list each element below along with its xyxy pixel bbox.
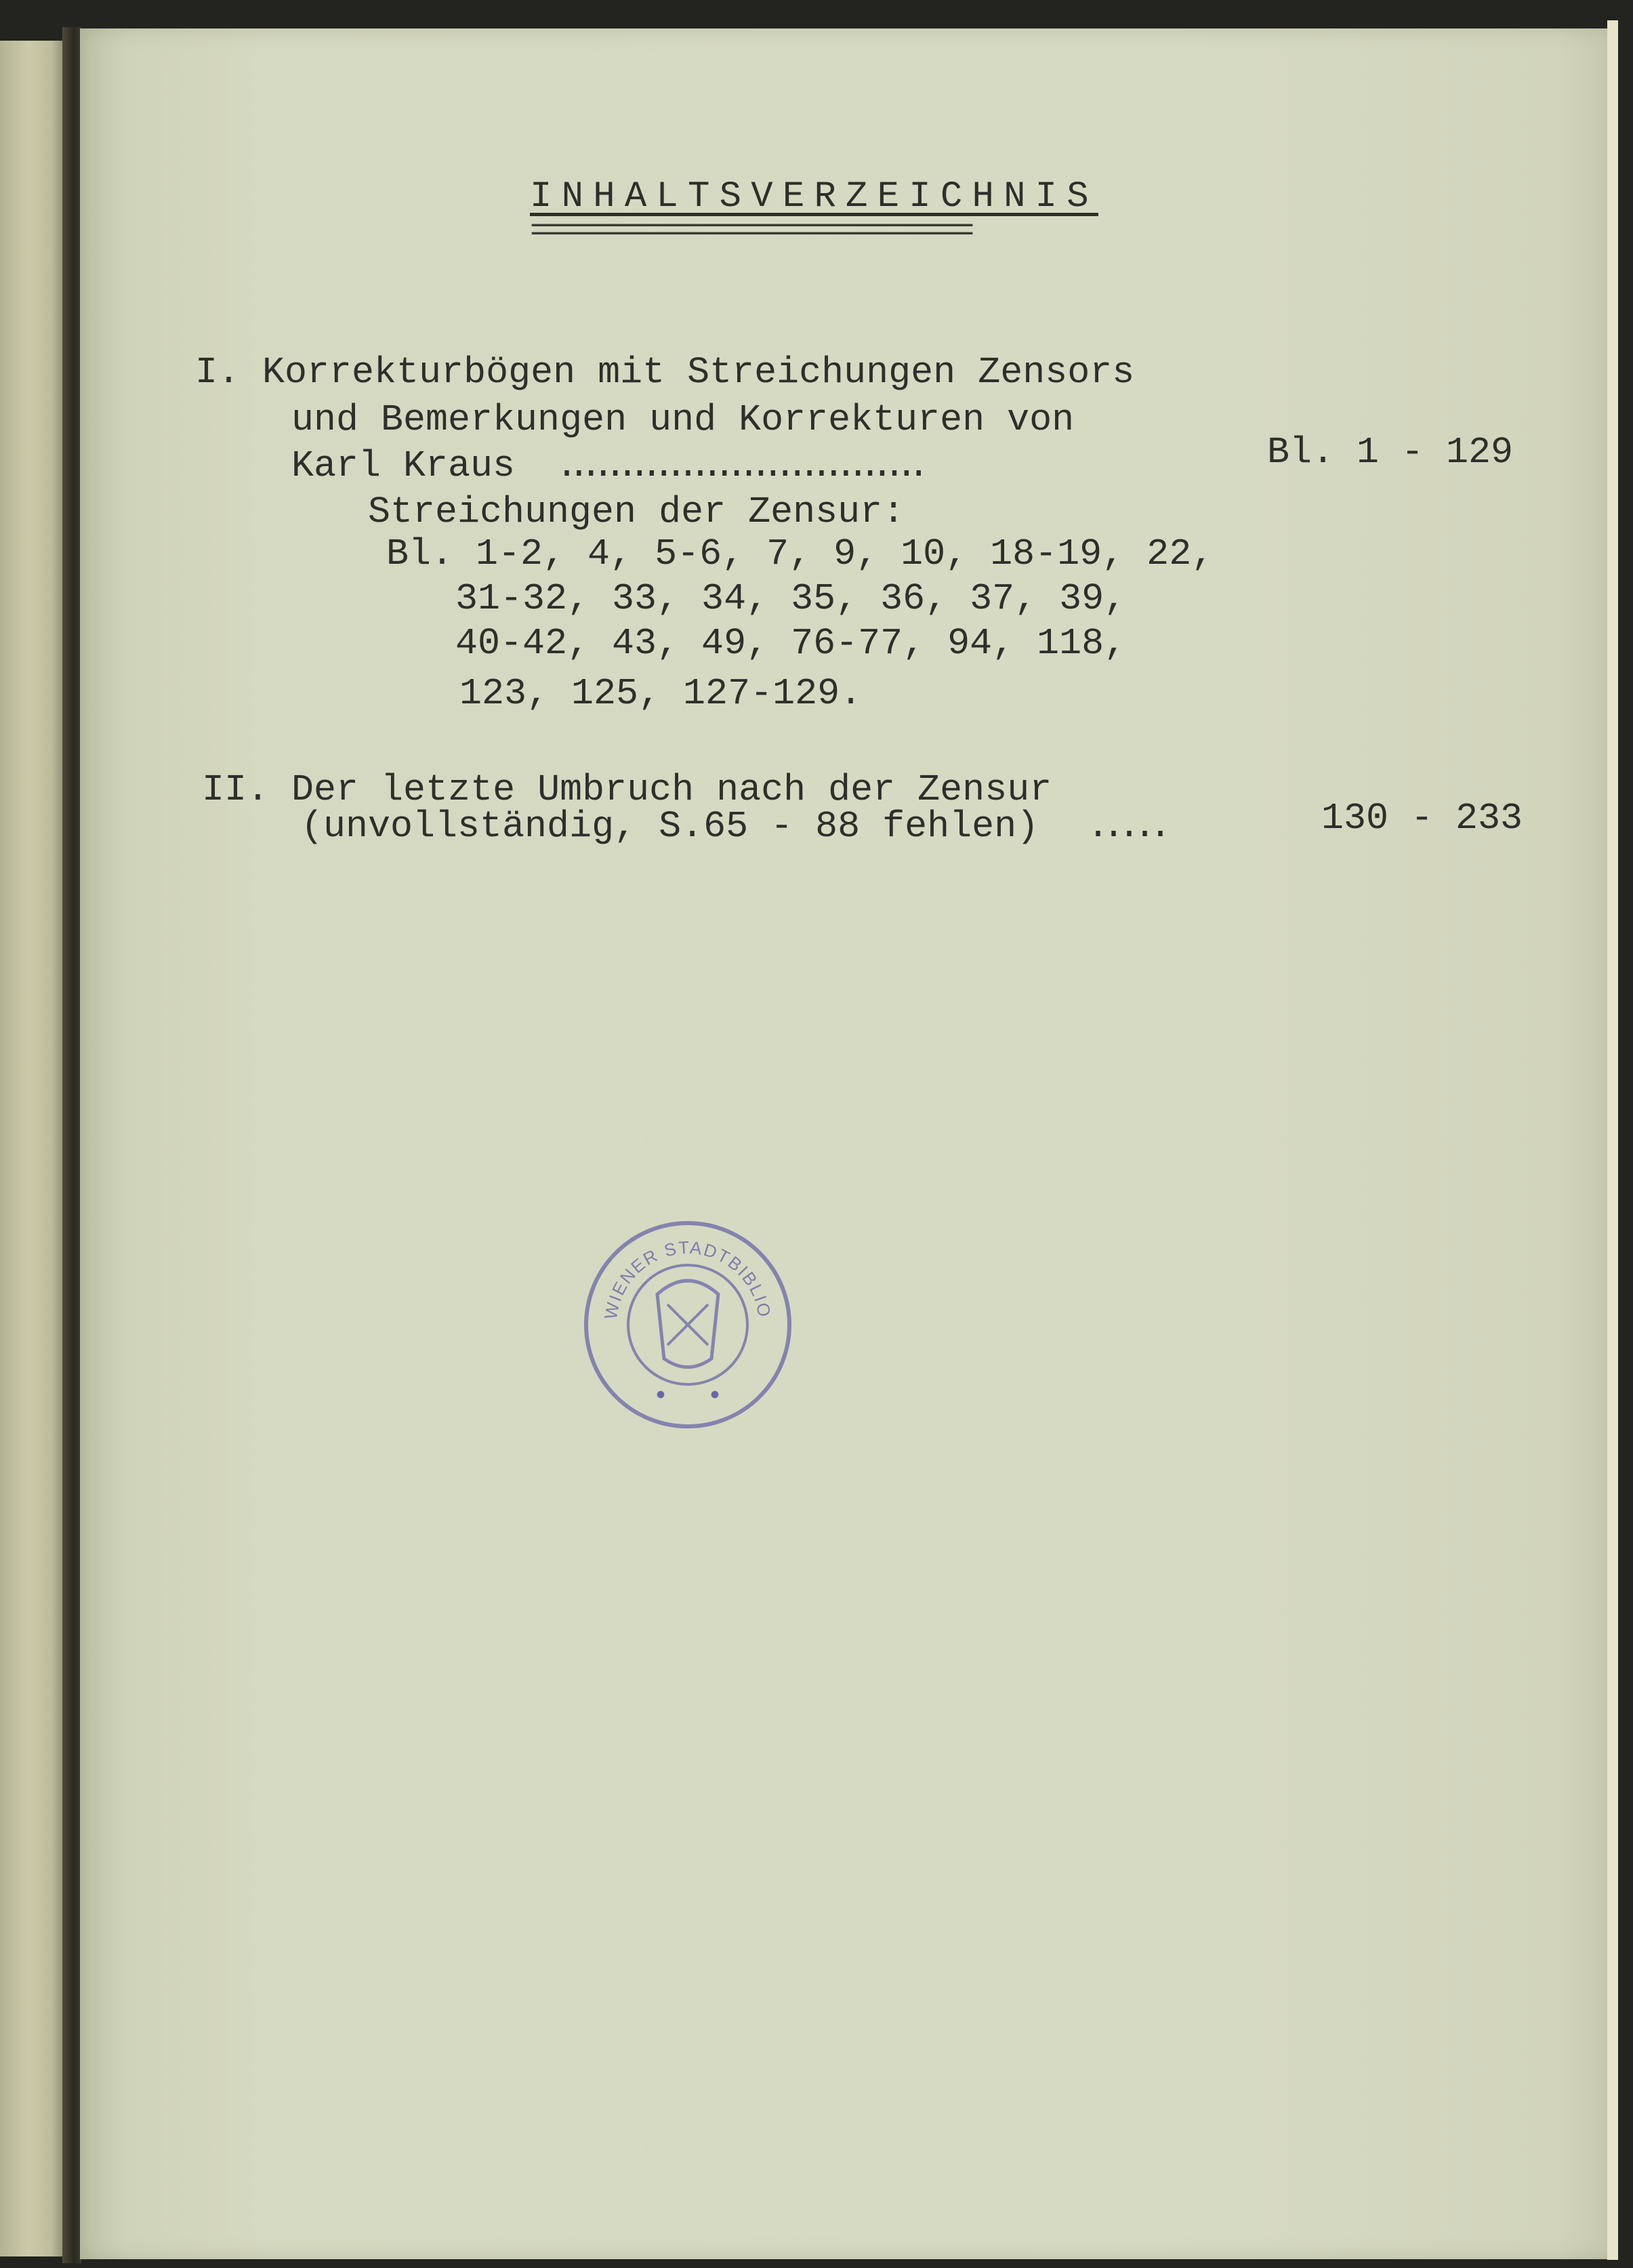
censorship-folios-line-4: 123, 125, 127-129. (459, 672, 863, 715)
censorship-folios-line-2: 31-32, 33, 34, 35, 36, 37, 39, (455, 577, 1127, 620)
section-2-folio-ref: 130 - 233 (1321, 797, 1523, 840)
title-double-rule: ================================= (530, 213, 968, 250)
left-page-edge (0, 41, 64, 2256)
censorship-folios-line-3: 40-42, 43, 49, 76-77, 94, 118, (455, 622, 1127, 665)
section-1-leader-dots: .............................. (556, 445, 920, 487)
section-2-line-1: II. Der letzte Umbruch nach der Zensur (202, 768, 1052, 811)
page-title: INHALTSVERZEICHNIS (530, 176, 1098, 218)
page-right-edge (1607, 20, 1618, 2260)
section-2-line-2: (unvollständig, S.65 - 88 fehlen) (301, 805, 1039, 848)
section-1-folio-ref: Bl. 1 - 129 (1267, 431, 1514, 474)
censorship-folios-line-1: Bl. 1-2, 4, 5-6, 7, 9, 10, 18-19, 22, (386, 533, 1214, 575)
censorship-heading: Streichungen der Zensur: (368, 491, 905, 533)
library-seal-icon (576, 1213, 800, 1437)
book-spine (62, 27, 81, 2263)
library-stamp (576, 1213, 800, 1437)
section-1-line-2: und Bemerkungen und Korrekturen von (291, 398, 1075, 441)
section-2-leader-dots: ..... (1087, 805, 1165, 848)
section-1-author: Karl Kraus (291, 445, 516, 487)
svg-text:WIENER STADTBIBLIOTHEK: WIENER STADTBIBLIO (600, 1237, 775, 1321)
section-1-line-1: I. Korrekturbögen mit Streichungen Zensors (195, 351, 1135, 394)
